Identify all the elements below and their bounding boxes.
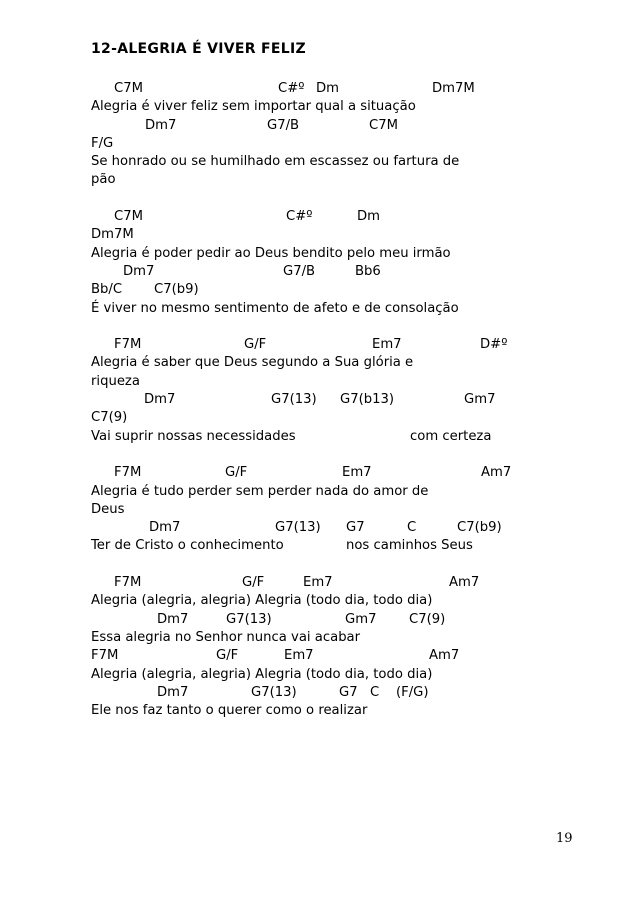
chord: G7(13) xyxy=(251,684,297,700)
chord: Bb6 xyxy=(355,263,381,279)
chord: G/F xyxy=(216,648,239,664)
lyric-segment: Ter de Cristo o conhecimento xyxy=(91,538,284,554)
chord: Em7 xyxy=(284,648,314,664)
chord: C7(9) xyxy=(409,611,446,627)
chord: Dm7M xyxy=(432,81,475,96)
chord-line xyxy=(91,391,561,409)
chord-line xyxy=(91,281,561,299)
song-title: 12-ALEGRIA É VIVER FELIZ xyxy=(91,41,306,57)
chord-line xyxy=(91,80,561,98)
chord: G7 xyxy=(346,520,365,536)
lyric-line: Deus xyxy=(91,501,125,517)
chord-line xyxy=(91,574,561,592)
chord: Dm7 xyxy=(145,117,177,133)
chord: Dm7 xyxy=(149,520,181,536)
lyric-line: Alegria é poder pedir ao Deus bendito pelo meu irmão xyxy=(91,245,451,261)
chord: G7(b13) xyxy=(340,392,395,408)
chord: Dm7 xyxy=(123,263,155,279)
chord-line xyxy=(91,263,561,281)
chord: C xyxy=(407,520,417,536)
lyric-line: Alegria (alegria, alegria) Alegria (todo dia, todo dia) xyxy=(91,593,433,609)
lyric-line: Ele nos faz tanto o querer como o realizar xyxy=(91,703,368,719)
chord: F7M xyxy=(114,465,142,481)
chord: Dm7 xyxy=(144,392,176,408)
chord: G7(13) xyxy=(275,520,321,536)
chord-line xyxy=(91,611,561,629)
blank-line xyxy=(91,446,561,464)
chord: Dm xyxy=(316,81,340,96)
chord: Dm7 xyxy=(157,611,189,627)
chord: G7 xyxy=(339,684,358,700)
lyric-segment: nos caminhos Seus xyxy=(346,538,473,554)
lyric-segment: Vai suprir nossas necessidades xyxy=(91,428,296,444)
chord: F7M xyxy=(114,337,142,353)
chord-line xyxy=(91,208,561,226)
chord: G/F xyxy=(242,575,265,591)
lyric-line: Alegria é viver feliz sem importar qual a situação xyxy=(91,99,416,115)
lyric-line xyxy=(91,537,561,555)
chord-line xyxy=(91,684,561,702)
lyric-line xyxy=(91,428,561,446)
chord: Am7 xyxy=(449,575,480,591)
lyric-line: Essa alegria no Senhor nunca vai acabar xyxy=(91,629,361,645)
chord: C7M xyxy=(369,117,398,133)
chord: G7(13) xyxy=(226,611,272,627)
page-number: 19 xyxy=(556,831,573,846)
chord: Bb/C xyxy=(91,282,123,298)
lyric-line: riqueza xyxy=(91,373,140,389)
chord: C#º xyxy=(286,209,313,225)
chord: G/F xyxy=(244,337,267,353)
chord: Dm xyxy=(357,209,381,225)
lyric-line: Alegria é tudo perder sem perder nada do amor de xyxy=(91,483,429,499)
chord: D#º xyxy=(480,337,508,353)
blank-line xyxy=(91,318,561,336)
chord: F7M xyxy=(91,648,119,664)
chord: Em7 xyxy=(342,465,372,481)
chord: (F/G) xyxy=(396,684,429,700)
chord: G7/B xyxy=(267,117,300,133)
lyric-line: Dm7M xyxy=(91,227,134,243)
chord: G/F xyxy=(225,465,248,481)
chord: G7/B xyxy=(283,263,316,279)
chord: Dm7 xyxy=(157,684,189,700)
chord: Am7 xyxy=(429,648,460,664)
chord-line xyxy=(91,464,561,482)
blank-line xyxy=(91,190,561,208)
lyric-line: pão xyxy=(91,172,116,188)
chord-line xyxy=(91,117,561,135)
chord: C#º xyxy=(278,81,305,96)
chord: C7(b9) xyxy=(457,520,502,536)
lyric-line: Alegria é saber que Deus segundo a Sua glória e xyxy=(91,355,414,371)
chord: C7M xyxy=(114,209,143,225)
chord: Em7 xyxy=(303,575,333,591)
lyric-line: Se honrado ou se humilhado em escassez ou fartura de xyxy=(91,154,460,170)
lyric-line: Alegria (alegria, alegria) Alegria (todo dia, todo dia) xyxy=(91,666,433,682)
blank-line xyxy=(91,556,561,574)
lyric-line: É viver no mesmo sentimento de afeto e de consolação xyxy=(91,300,459,316)
chord-line xyxy=(91,647,561,665)
lyric-line: F/G xyxy=(91,135,114,151)
chord: Em7 xyxy=(372,337,402,353)
chord: C xyxy=(370,684,380,700)
chord: Gm7 xyxy=(345,611,377,627)
chord-line xyxy=(91,336,561,354)
chord: G7(13) xyxy=(271,392,317,408)
chord-line xyxy=(91,519,561,537)
lyric-line: C7(9) xyxy=(91,410,128,426)
chord: Gm7 xyxy=(464,392,496,408)
chord: C7(b9) xyxy=(154,282,199,298)
song-body xyxy=(91,80,561,720)
chord: C7M xyxy=(114,81,143,96)
chord: F7M xyxy=(114,575,142,591)
lyric-segment: com certeza xyxy=(410,428,492,444)
chord: Am7 xyxy=(481,465,512,481)
